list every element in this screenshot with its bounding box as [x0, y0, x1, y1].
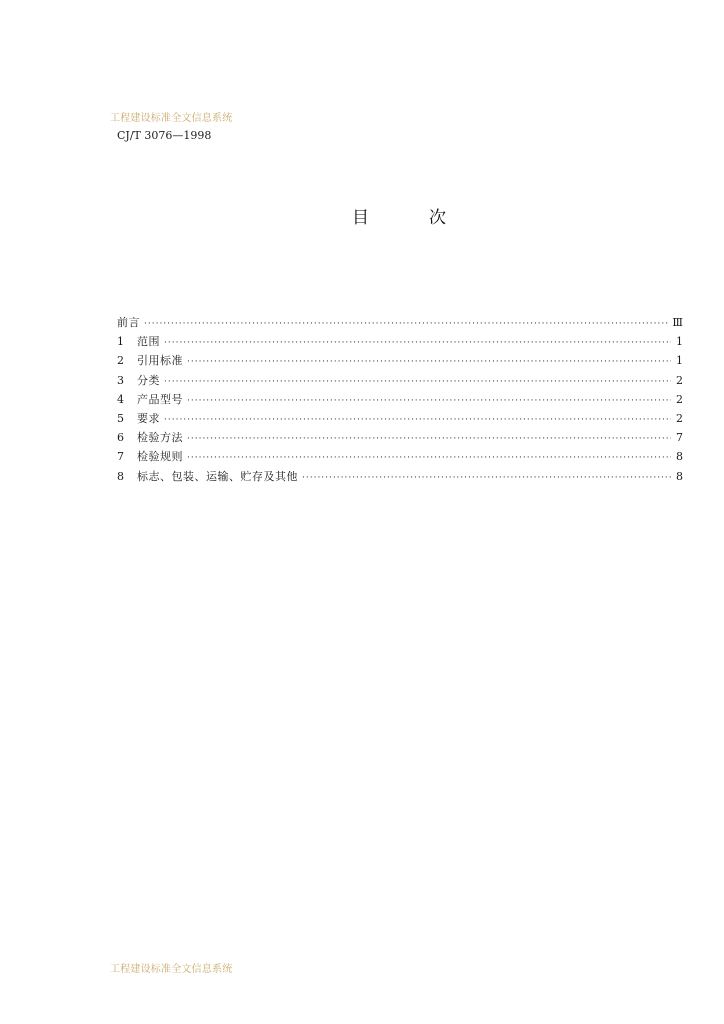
toc-dot-leader [187, 392, 671, 411]
toc-entry-label: 产品型号 [137, 392, 183, 406]
toc-dot-leader [164, 334, 671, 353]
toc-title-char-2: 次 [429, 208, 446, 228]
toc-entry-8[interactable] [117, 467, 683, 486]
toc-entry-number: 3 [117, 373, 124, 387]
toc-entry-page: 2 [676, 411, 683, 425]
toc-entry-label: 前言 [117, 316, 140, 329]
table-of-contents [117, 313, 683, 486]
toc-entry-3[interactable] [117, 371, 683, 390]
toc-entry-page: 1 [676, 335, 683, 349]
toc-entry-2[interactable] [117, 351, 683, 370]
toc-entry-label: 引用标准 [137, 354, 183, 368]
toc-dot-leader [164, 373, 671, 392]
toc-entry-number: 2 [117, 354, 124, 368]
watermark-header: 工程建设标准全文信息系统 [110, 113, 233, 124]
toc-entry-number: 1 [117, 335, 124, 349]
toc-entry-page: 1 [676, 354, 683, 368]
toc-entry-foreword[interactable] [117, 313, 683, 332]
toc-entry-number: 8 [117, 469, 124, 483]
toc-entry-7[interactable] [117, 447, 683, 466]
toc-entry-page: 8 [676, 469, 683, 483]
watermark-footer: 工程建设标准全文信息系统 [110, 964, 233, 975]
toc-title-char-1: 目 [352, 208, 369, 228]
toc-entry-label: 要求 [137, 411, 160, 425]
toc-dot-leader [164, 411, 671, 430]
toc-entry-page: Ⅲ [672, 316, 683, 329]
standard-code: CJ/T 3076—1998 [117, 129, 212, 142]
toc-entry-number: 4 [117, 392, 124, 406]
toc-entry-number: 6 [117, 431, 124, 445]
toc-entry-label: 检验方法 [137, 431, 183, 445]
toc-entry-4[interactable] [117, 390, 683, 409]
toc-dot-leader [144, 315, 668, 334]
toc-entry-number: 7 [117, 450, 124, 464]
toc-entry-5[interactable] [117, 409, 683, 428]
toc-entry-page: 2 [676, 392, 683, 406]
toc-dot-leader [187, 430, 671, 449]
toc-entry-page: 7 [676, 431, 683, 445]
toc-title [352, 203, 446, 228]
toc-entry-page: 8 [676, 450, 683, 464]
toc-dot-leader [302, 469, 671, 488]
toc-entry-number: 5 [117, 411, 124, 425]
toc-entry-6[interactable] [117, 428, 683, 447]
toc-entry-1[interactable] [117, 332, 683, 351]
toc-dot-leader [187, 353, 671, 372]
toc-entry-label: 检验规则 [137, 450, 183, 464]
toc-entry-page: 2 [676, 373, 683, 387]
toc-entry-label: 标志、包装、运输、贮存及其他 [137, 469, 298, 483]
toc-entry-label: 范围 [137, 335, 160, 349]
toc-entry-label: 分类 [137, 373, 160, 387]
